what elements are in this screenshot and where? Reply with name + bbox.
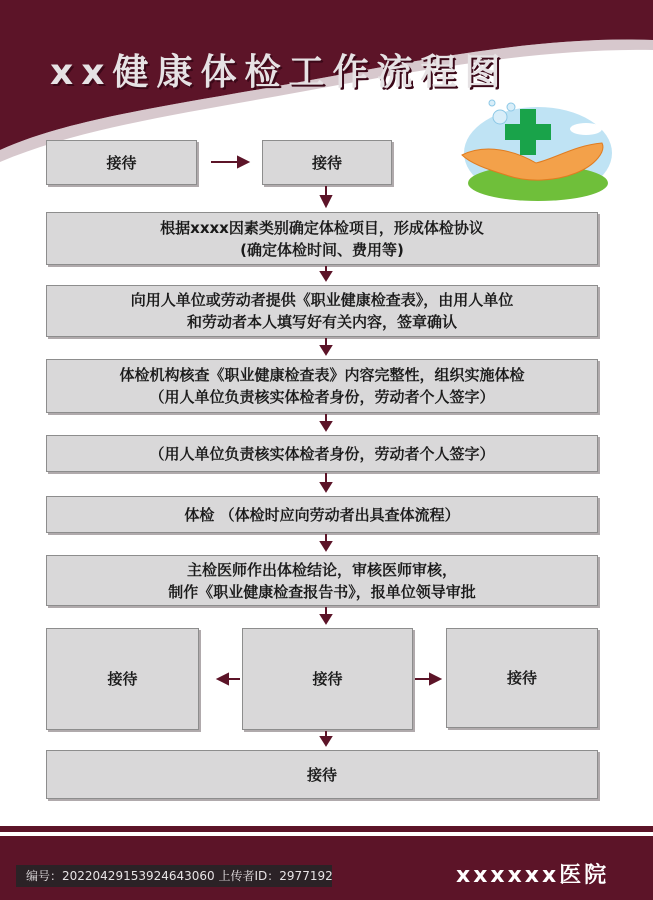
hospital-name: xxxxxx医院 (456, 863, 610, 888)
step-reception-final: 接待 (46, 750, 598, 799)
step-reception-center: 接待 (242, 628, 413, 730)
step-reception-right: 接待 (446, 628, 598, 728)
step-provide-form: 向用人单位或劳动者提供《职业健康检查表》，由用人单位 和劳动者本人填写好有关内容，签章确认 (46, 285, 598, 337)
step-reception-1a: 接待 (46, 140, 197, 185)
step-reception-1b: 接待 (262, 140, 392, 185)
page-title: xx健康体检工作流程图 (50, 52, 509, 93)
green-cross-hands-icon (456, 93, 616, 203)
step-conclusion: 主检医师作出体检结论，审核医师审核， 制作《职业健康检查报告书》，报单位领导审批 (46, 555, 598, 606)
step-verify-form: 体检机构核查《职业健康检查表》内容完整性，组织实施体检 （用人单位负责核实体检者身份，劳动者个人签字） (46, 359, 598, 413)
step-reception-left: 接待 (46, 628, 199, 730)
step-verify-identity: （用人单位负责核实体检者身份，劳动者个人签字） (46, 435, 598, 472)
step-examination: 体检 （体检时应向劳动者出具查体流程） (46, 496, 598, 533)
upload-id-label: 编号：20220429153924643060 上传者ID：2977192 (16, 865, 332, 887)
step-determine-items: 根据xxxx因素类别确定体检项目，形成体检协议 (确定体检时间、费用等) (46, 212, 598, 265)
